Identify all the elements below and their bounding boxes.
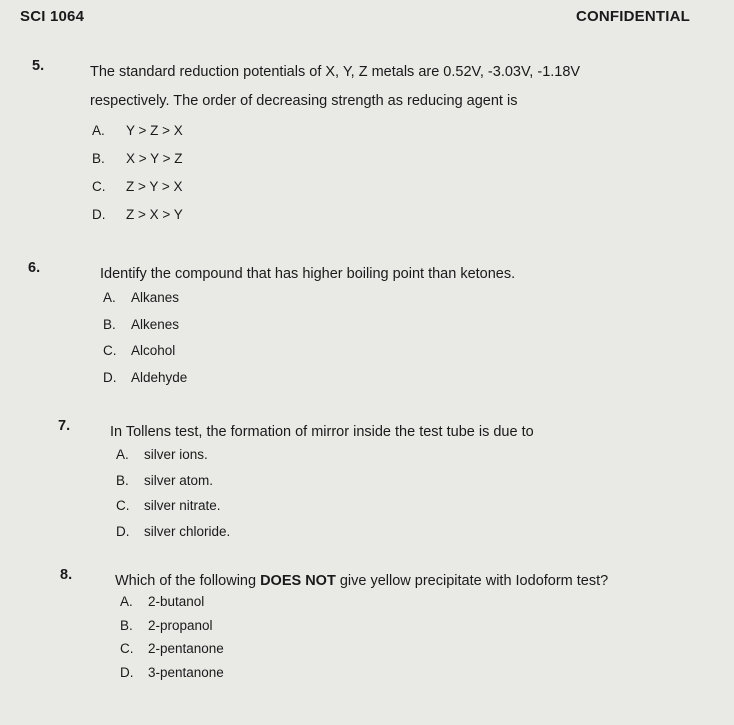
option-letter: D. xyxy=(116,523,130,539)
option-letter: C. xyxy=(103,343,117,358)
option-text: Z > Y > X xyxy=(126,179,183,194)
question-number: 6. xyxy=(28,260,41,276)
option-a xyxy=(92,117,183,145)
question-stem: In Tollens test, the formation of mirror inside the test tube is due to xyxy=(110,424,534,440)
option-letter: A. xyxy=(103,290,116,305)
option-letter: C. xyxy=(92,179,106,194)
option-list xyxy=(92,117,183,229)
option-text: Alkanes xyxy=(131,290,180,305)
option-text: silver chloride. xyxy=(144,523,231,539)
option-text: X > Y > Z xyxy=(126,151,183,166)
option-letter: D. xyxy=(92,207,106,222)
option-b xyxy=(116,468,230,494)
option-text: silver ions. xyxy=(144,447,208,462)
question-number: 8. xyxy=(60,567,73,583)
option-b xyxy=(120,614,224,638)
question-stem: Identify the compound that has higher boiling point than ketones. xyxy=(100,266,516,282)
question-stem-line: The standard reduction potentials of X, Y, Z metals are 0.52V, -3.03V, -1.18V xyxy=(90,64,581,80)
option-text: 3-pentanone xyxy=(148,664,224,680)
course-code: SCI 1064 xyxy=(20,8,85,25)
question-number: 5. xyxy=(32,58,45,74)
page-header xyxy=(20,8,690,25)
option-b xyxy=(92,145,183,173)
option-d xyxy=(116,519,230,545)
option-text: 2-pentanone xyxy=(148,641,224,656)
question-stem xyxy=(90,58,690,116)
option-list xyxy=(120,590,224,684)
option-list xyxy=(116,442,230,544)
question-stem-text: give yellow precipitate with Iodoform test? xyxy=(335,573,609,589)
option-c xyxy=(116,493,230,519)
option-letter: D. xyxy=(120,664,134,680)
option-letter: A. xyxy=(116,447,129,462)
question-number: 7. xyxy=(58,418,71,434)
option-letter: C. xyxy=(116,498,130,513)
option-letter: D. xyxy=(103,369,117,385)
question-stem-text: Which of the following xyxy=(115,573,261,589)
option-letter: B. xyxy=(92,151,105,166)
option-list xyxy=(103,285,187,391)
question-stem-line: respectively. The order of decreasing strength as reducing agent is xyxy=(90,93,518,109)
option-letter: C. xyxy=(120,641,134,656)
option-c xyxy=(92,173,183,201)
option-text: Aldehyde xyxy=(131,369,188,385)
option-text: silver atom. xyxy=(144,472,214,488)
option-d xyxy=(120,661,224,685)
option-text: 2-butanol xyxy=(148,594,205,609)
option-letter: A. xyxy=(120,594,133,609)
question-stem-emphasis: DOES NOT xyxy=(260,573,336,589)
option-letter: B. xyxy=(103,316,116,332)
confidential-label: CONFIDENTIAL xyxy=(575,8,690,25)
option-a xyxy=(116,442,230,468)
option-a xyxy=(120,590,224,614)
option-text: Y > Z > X xyxy=(126,123,183,138)
option-text: 2-propanol xyxy=(148,617,213,633)
option-text: Alkenes xyxy=(131,316,180,332)
option-text: silver nitrate. xyxy=(144,498,221,513)
option-d xyxy=(103,365,187,392)
option-c xyxy=(103,338,187,365)
option-letter: B. xyxy=(116,472,129,488)
option-text: Alcohol xyxy=(131,343,176,358)
option-letter: A. xyxy=(92,123,105,138)
option-d xyxy=(92,201,183,229)
option-c xyxy=(120,637,224,661)
option-b xyxy=(103,312,187,339)
option-a xyxy=(103,285,187,312)
option-text: Z > X > Y xyxy=(126,207,183,222)
option-letter: B. xyxy=(120,617,133,633)
